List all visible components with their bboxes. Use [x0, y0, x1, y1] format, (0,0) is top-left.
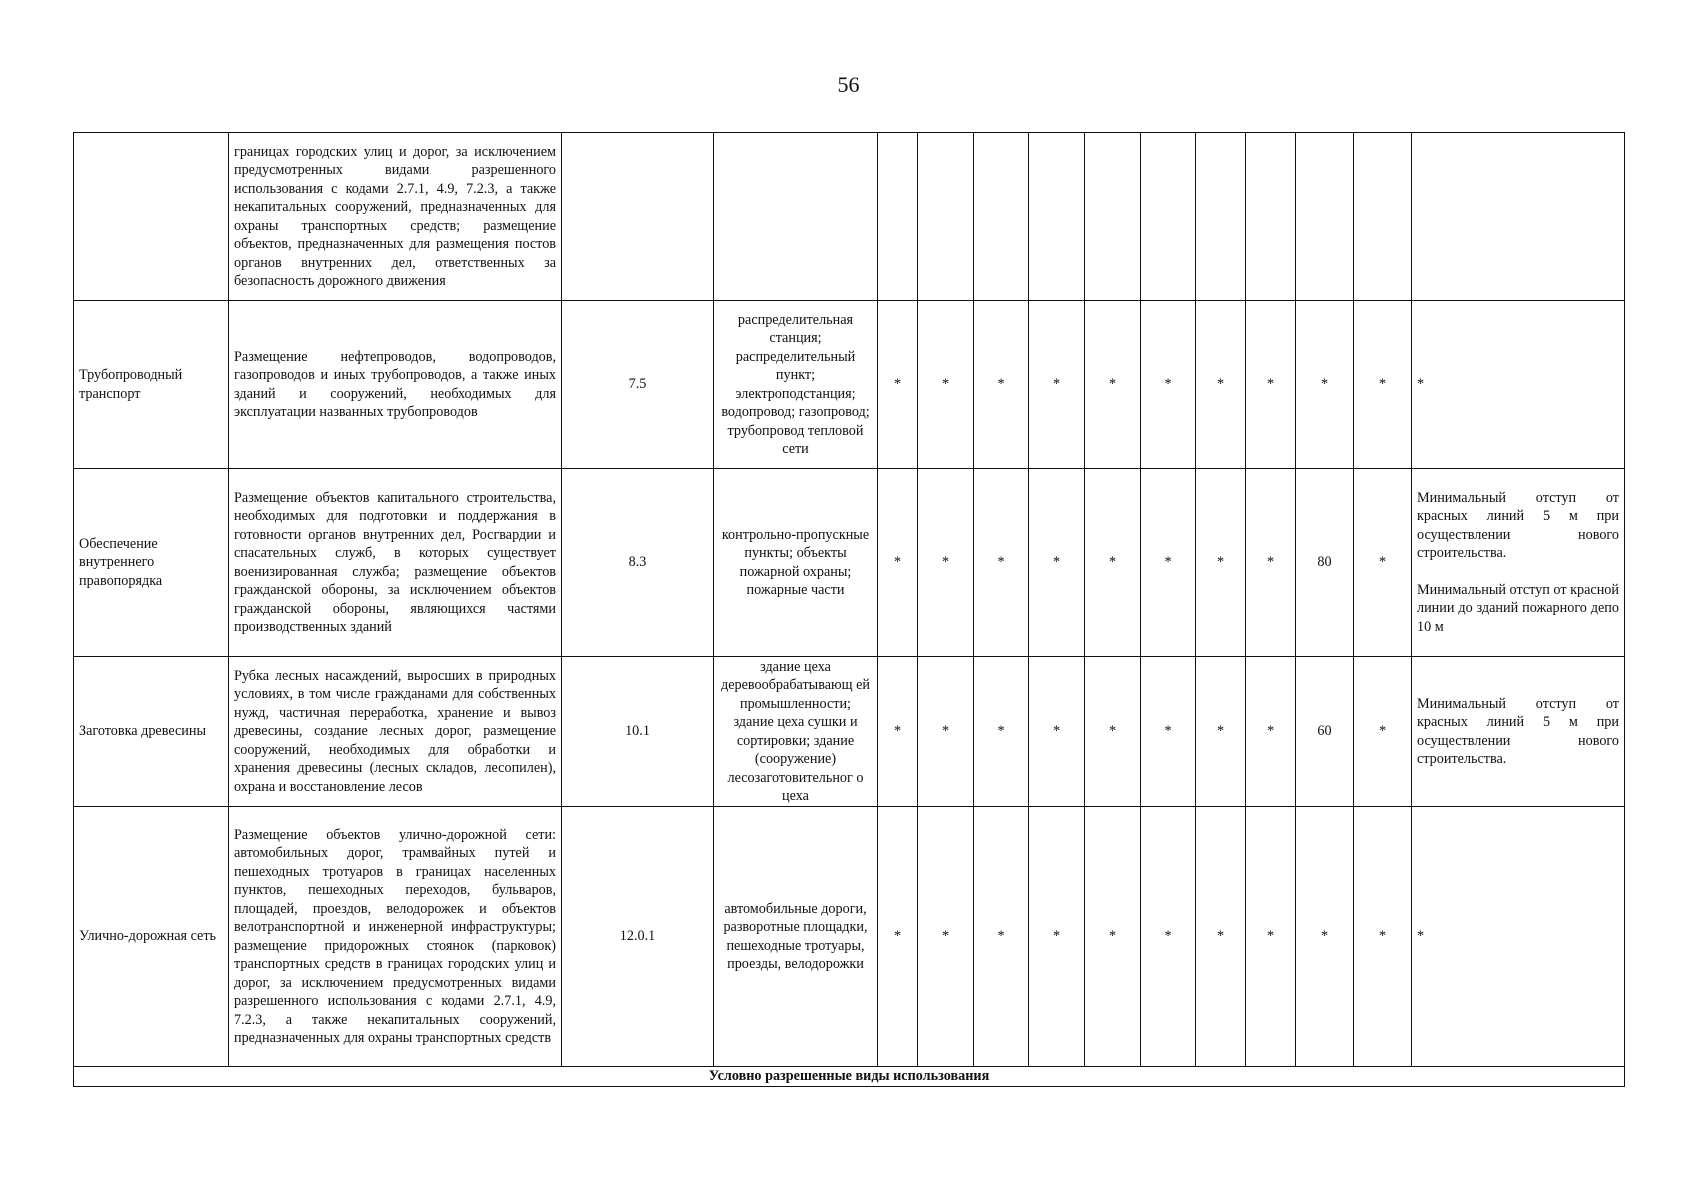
use-type-description: Размещение нефтепроводов, водопроводов, газопроводов и иных трубопроводов, а также иных зданий и сооружений, необходимых для эксплуатации названных трубопроводов [229, 301, 562, 469]
permitted-objects: здание цеха деревообрабатывающ ей промышленности; здание цеха сушки и сортировки; здание (сооружение) лесозаготовительног о цеха [714, 657, 878, 807]
use-type-name: Улично-дорожная сеть [74, 807, 229, 1067]
parameter-cell-7: * [1196, 657, 1246, 807]
note-paragraph: Минимальный отступ от красных линий 5 м при осуществлении нового строительства. [1417, 489, 1619, 562]
use-type-code: 10.1 [562, 657, 714, 807]
restrictions-notes [1412, 133, 1625, 301]
use-type-description: границах городских улиц и дорог, за исключением предусмотренных видами разрешенного использования с кодами 2.7.1, 4.9, 7.2.3, а также некапитальных сооружений, предназначенных для охраны транспортных средств; размещение объектов, предназначенных для размещения постов органов внутренних дел, ответственных за безопасность дорожного движения [229, 133, 562, 301]
parameter-cell-7: * [1196, 469, 1246, 657]
note-paragraph: Минимальный отступ от красной линии до зданий пожарного депо 10 м [1417, 581, 1619, 635]
table-row [74, 133, 1625, 301]
restrictions-notes [1412, 469, 1625, 657]
parameter-cell-2: * [918, 807, 974, 1067]
use-type-description: Размещение объектов капитального строительства, необходимых для подготовки и поддержания в готовности органов внутренних дел, Росгвардии и спасательных служб, в которых существует военизированная служба; размещение объектов гражданской обороны, за исключением объектов гражданской обороны, являющихся частями производственных зданий [229, 469, 562, 657]
permitted-objects [714, 133, 878, 301]
use-type-code: 8.3 [562, 469, 714, 657]
parameter-cell-5: * [1085, 807, 1141, 1067]
parameter-cell-10: * [1354, 657, 1412, 807]
parameter-cell-5: * [1085, 657, 1141, 807]
table-row [74, 469, 1625, 657]
parameter-cell-1: * [878, 807, 918, 1067]
parameter-cell-8: * [1246, 657, 1296, 807]
parameter-cell-4 [1029, 133, 1085, 301]
parameter-cell-6: * [1141, 301, 1196, 469]
section-heading-row [74, 1067, 1625, 1087]
parameter-cell-7 [1196, 133, 1246, 301]
restrictions-notes: * [1412, 301, 1625, 469]
restrictions-notes: * [1412, 807, 1625, 1067]
parameter-cell-1: * [878, 301, 918, 469]
parameter-cell-4: * [1029, 807, 1085, 1067]
parameter-cell-3: * [974, 807, 1029, 1067]
parameter-cell-9 [1296, 133, 1354, 301]
use-type-name: Заготовка древесины [74, 657, 229, 807]
parameter-cell-6: * [1141, 469, 1196, 657]
parameter-cell-8: * [1246, 807, 1296, 1067]
permitted-objects: автомобильные дороги, разворотные площадки, пешеходные тротуары, проезды, велодорожки [714, 807, 878, 1067]
parameter-cell-10: * [1354, 301, 1412, 469]
parameter-cell-8 [1246, 133, 1296, 301]
permitted-objects: контрольно-пропускные пункты; объекты пожарной охраны; пожарные части [714, 469, 878, 657]
parameter-cell-3 [974, 133, 1029, 301]
parameter-cell-9: * [1296, 301, 1354, 469]
use-type-code [562, 133, 714, 301]
parameter-cell-5 [1085, 133, 1141, 301]
parameter-cell-8: * [1246, 301, 1296, 469]
use-type-description: Размещение объектов улично-дорожной сети: автомобильных дорог, трамвайных путей и пешеходных тротуаров в границах населенных пунктов, пешеходных переходов, бульваров, площадей, проездов, велодорожек и объектов велотранспортной и инженерной инфраструктуры; размещение придорожных стоянок (парковок) транспортных средств в границах городских улиц и дорог, за исключением предусмотренных видами разрешенного использования с кодами 2.7.1, 4.9, 7.2.3, а также некапитальных сооружений, предназначенных для охраны транспортных средств [229, 807, 562, 1067]
permitted-objects: распределительная станция; распределительный пункт; электроподстанция; водопровод; газопровод; трубопровод тепловой сети [714, 301, 878, 469]
use-type-code: 7.5 [562, 301, 714, 469]
parameter-cell-9: * [1296, 807, 1354, 1067]
table-body [74, 133, 1625, 1087]
land-use-regulations-table [73, 132, 1625, 1087]
parameter-cell-7: * [1196, 807, 1246, 1067]
parameter-cell-2: * [918, 301, 974, 469]
parameter-cell-1 [878, 133, 918, 301]
parameter-cell-6 [1141, 133, 1196, 301]
parameter-cell-10 [1354, 133, 1412, 301]
parameter-cell-4: * [1029, 469, 1085, 657]
parameter-cell-3: * [974, 469, 1029, 657]
restrictions-notes [1412, 657, 1625, 807]
use-type-name: Трубопроводный транспорт [74, 301, 229, 469]
table-row [74, 657, 1625, 807]
note-paragraph: Минимальный отступ от красных линий 5 м при осуществлении нового строительства. [1417, 695, 1619, 767]
parameter-cell-8: * [1246, 469, 1296, 657]
use-type-name [74, 133, 229, 301]
table-row [74, 301, 1625, 469]
parameter-cell-3: * [974, 301, 1029, 469]
page-number: 56 [837, 72, 860, 97]
parameter-cell-4: * [1029, 657, 1085, 807]
parameter-cell-5: * [1085, 469, 1141, 657]
parameter-cell-10: * [1354, 469, 1412, 657]
parameter-cell-1: * [878, 469, 918, 657]
parameter-cell-2: * [918, 657, 974, 807]
use-type-name: Обеспечение внутреннего правопорядка [74, 469, 229, 657]
use-type-description: Рубка лесных насаждений, выросших в природных условиях, в том числе гражданами для собственных нужд, частичная переработка, хранение и вывоз древесины, создание лесных дорог, размещение сооружений, необходимых для обработки и хранения древесины (лесных складов, лесопилен), охрана и восстановление лесов [229, 657, 562, 807]
parameter-cell-5: * [1085, 301, 1141, 469]
parameter-cell-6: * [1141, 657, 1196, 807]
use-type-code: 12.0.1 [562, 807, 714, 1067]
parameter-cell-4: * [1029, 301, 1085, 469]
parameter-cell-3: * [974, 657, 1029, 807]
parameter-cell-10: * [1354, 807, 1412, 1067]
parameter-cell-2 [918, 133, 974, 301]
parameter-cell-6: * [1141, 807, 1196, 1067]
table-row [74, 807, 1625, 1067]
parameter-cell-9: 80 [1296, 469, 1354, 657]
parameter-cell-1: * [878, 657, 918, 807]
parameter-cell-2: * [918, 469, 974, 657]
section-heading: Условно разрешенные виды использования [74, 1067, 1625, 1087]
parameter-cell-7: * [1196, 301, 1246, 469]
parameter-cell-9: 60 [1296, 657, 1354, 807]
